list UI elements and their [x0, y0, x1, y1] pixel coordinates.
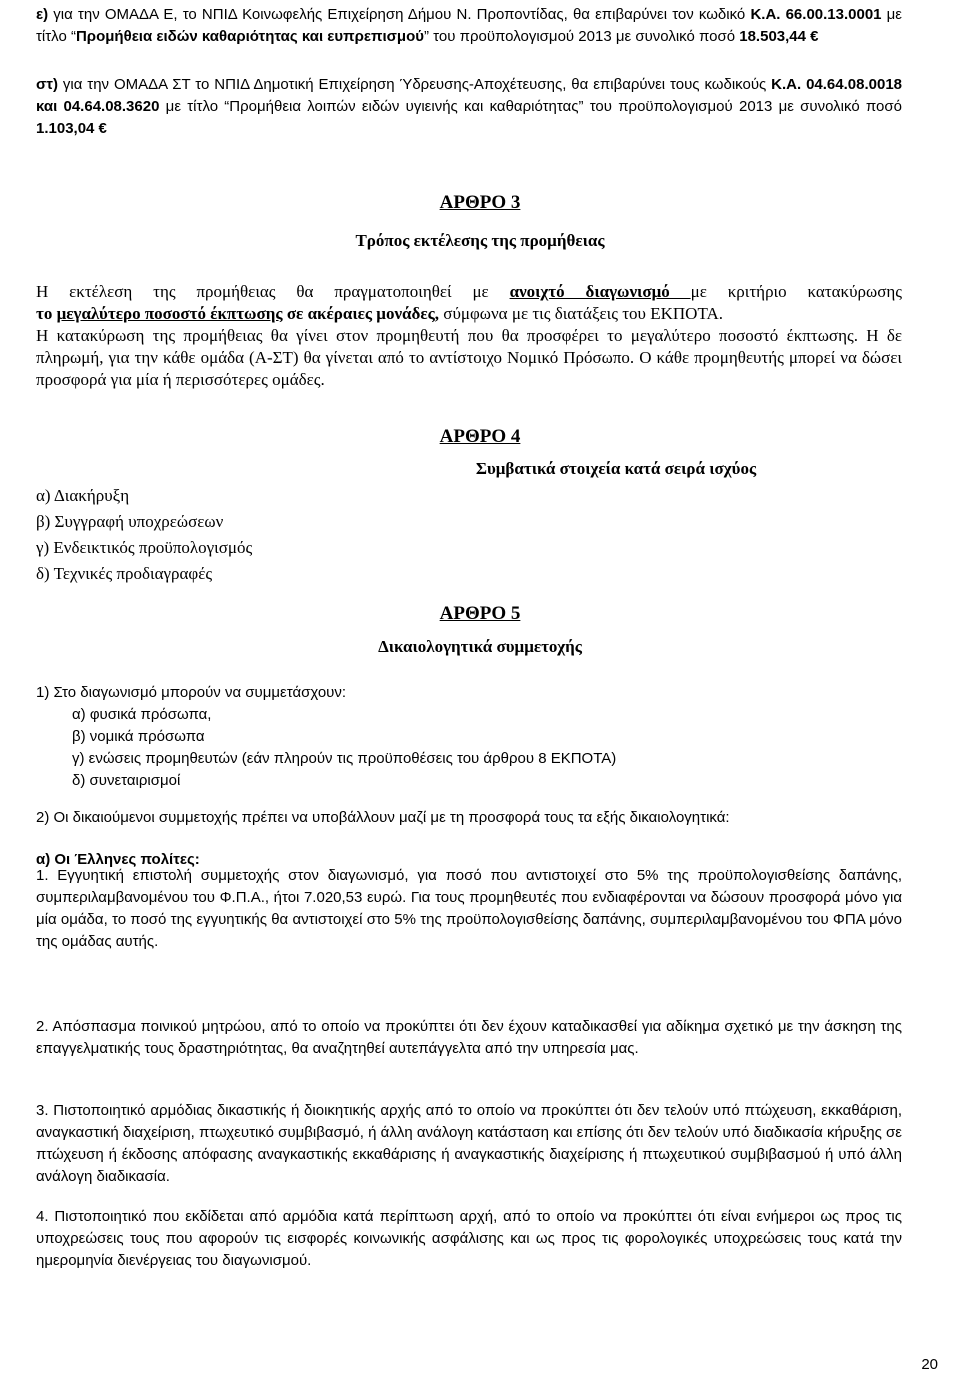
document-item-3: 3. Πιστοποιητικό αρμόδιας δικαστικής ή διοικητικής αρχής από το οποίο να προκύπτει ότι δεν τελούν υπό πτώχευση, εκκαθάριση, αναγκαστική διαχείριση, πτωχευτικό συμβιβασμό, ή άλλη ανάλογη κατάσταση και επίσης ότι δεν τελούν υπό διαδικασία κήρυξης σε πτώχευση ή έκδοσης απόφασης αναγκαστικής εκκαθάρισης ή αναγκαστικής διαχείρισης ή πτωχευτικού συμβιβασμού ή υπό άλλη ανάλογη διαδικασία.	[36, 1102, 902, 1185]
article-3-line-2: το μεγαλύτερο ποσοστό έκπτωσης σε ακέραιες μονάδες, σύμφωνα με τις διατάξεις του ΕΚΠΟΤΑ.	[36, 304, 723, 323]
page-number: 20	[921, 1356, 938, 1373]
article-4-item: β) Συγγραφή υποχρεώσεων	[36, 512, 224, 531]
document-item-2: 2. Απόσπασμα ποινικού μητρώου, από το οποίο να προκύπτει ότι δεν έχουν καταδικασθεί για αδίκημα σχετικό με την άσκηση της επαγγελματικής τους δραστηριότητας, θα αναζητηθεί αυτεπάγγελτα από την υπηρεσία μας.	[36, 1018, 902, 1057]
participant-item: γ) ενώσεις προμηθευτών (εάν πληρούν τις προϋποθέσεις του άρθρου 8 ΕΚΠΟΤΑ)	[72, 750, 617, 767]
article-3-heading: ΑΡΘΡΟ 3	[439, 192, 521, 213]
document-item-1: 1. Εγγυητική επιστολή συμμετοχής στον διαγωνισμό, για ποσό που αντιστοιχεί στο 5% της προϋπολογισθείσης δαπάνης, συμπεριλαμβανομένου του Φ.Π.Α., ήτοι 7.020,53 ευρώ. Για τους προμηθευτές που ενδιαφέρονται να δώσουν προσφορά μόνο για μία ομάδα, το ποσό της εγγυητικής θα αντιστοιχεί στο 5% της προϋπολογισθείσης δαπάνης, συμπεριλαμβανομένου του ΦΠΑ μόνο της ομάδας αυτής.	[36, 867, 902, 950]
required-docs-intro: 2) Οι δικαιούμενοι συμμετοχής πρέπει να υποβάλλουν μαζί με τη προσφορά τους τα εξής δικαιολογητικά:	[36, 809, 730, 826]
document-item-4: 4. Πιστοποιητικό που εκδίδεται από αρμόδια κατά περίπτωση αρχή, από το οποίο να προκύπτει ότι είναι ενήμεροι ως προς τις υποχρεώσεις τους που αφορούν τις εισφορές κοινωνικής ασφάλισης και ως προς τις φορολογικές υποχρεώσεις τους κατά την ημερομηνία διενέργειας του διαγωνισμού.	[36, 1208, 902, 1269]
article-4-item: δ) Τεχνικές προδιαγραφές	[36, 564, 213, 583]
article-3-paragraph-2: Η κατακύρωση της προμήθειας θα γίνει στον προμηθευτή που θα προσφέρει το μεγαλύτερο ποσοστό έκπτωσης. Η δε πληρωμή, για την κάθε ομάδα (Α-ΣΤ) θα γίνεται από το αντίστοιχο Νομικό Πρόσωπο. Ο κάθε προμηθευτής μπορεί να δώσει προσφορά για μία ή περισσότερες ομάδες.	[36, 326, 902, 389]
participants-intro: 1) Στο διαγωνισμό μπορούν να συμμετάσχουν:	[36, 684, 347, 701]
participant-item: β) νομικά πρόσωπα	[72, 728, 205, 745]
article-4-list	[36, 483, 902, 587]
clause-e: ε) για την ΟΜΑΔΑ Ε, το ΝΠΙΔ Κοινωφελής Επιχείρηση Δήμου Ν. Προποντίδας, θα επιβαρύνει τον κωδικό Κ.Α. 66.00.13.0001 με τίτλο “Προμήθεια ειδών καθαριότητας και ευπρεπισμού” του προϋπολογισμού 2013 με συνολικό ποσό 18.503,44 €	[36, 6, 902, 45]
clause-st-label: στ)	[36, 76, 58, 93]
article-5-heading: ΑΡΘΡΟ 5	[439, 603, 521, 624]
clause-e-label: ε)	[36, 6, 49, 23]
participants-section	[36, 682, 902, 792]
article-4-item: α) Διακήρυξη	[36, 486, 130, 505]
article-3-body	[36, 281, 902, 391]
article-5-subheading: Δικαιολογητικά συμμετοχής	[378, 637, 582, 656]
article-3-subheading: Τρόπος εκτέλεσης της προμήθειας	[355, 231, 605, 250]
article-3-line-1: Η εκτέλεση της προμήθειας θα πραγματοποιηθεί με ανοιχτό διαγωνισμό με κριτήριο κατακύρωσης	[36, 282, 903, 301]
participant-item: δ) συνεταιρισμοί	[72, 772, 181, 789]
article-4-heading: ΑΡΘΡΟ 4	[439, 426, 521, 447]
participant-item: α) φυσικά πρόσωπα,	[72, 706, 212, 723]
article-4-subheading: Συμβατικά στοιχεία κατά σειρά ισχύος	[475, 459, 757, 478]
clause-st-amount: 1.103,04 €	[36, 120, 107, 137]
greek-citizens-subheading: α) Οι Έλληνες πολίτες:	[36, 851, 200, 868]
clause-st: στ) για την ΟΜΑΔΑ ΣΤ το ΝΠΙΔ Δημοτική Επιχείρηση Ύδρευσης-Αποχέτευσης, θα επιβαρύνει τους κωδικούς Κ.Α. 04.64.08.0018 και 04.64.08.3620 με τίτλο “Προμήθεια λοιπών ειδών υγιεινής και καθαριότητας” του προϋπολογισμού 2013 με συνολικό ποσό 1.103,04 €	[36, 76, 903, 137]
clause-e-amount: 18.503,44 €	[739, 28, 819, 45]
article-4-item: γ) Ενδεικτικός προϋπολογισμός	[36, 538, 253, 557]
